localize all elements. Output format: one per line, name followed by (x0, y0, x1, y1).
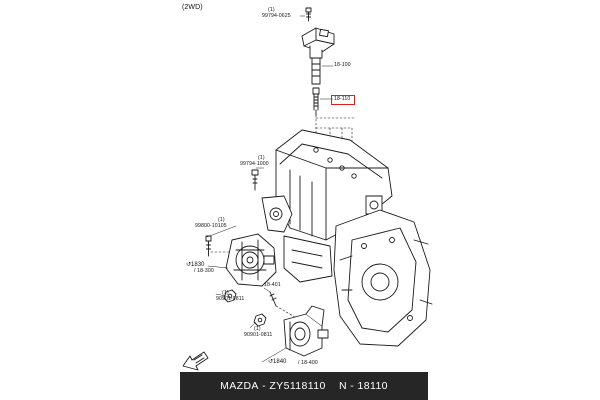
alternator-nut-qty: (1) (222, 290, 229, 296)
ignition-coil-icon (302, 28, 334, 84)
alternator-nut-part: 90901-0811 (216, 296, 245, 302)
spacer (326, 380, 339, 392)
alternator-icon (226, 234, 276, 286)
front-arrow-icon (183, 352, 208, 370)
brand-label: MAZDA (220, 380, 259, 392)
separator: - (258, 380, 270, 392)
ref-arrow-icon: ↺ (268, 359, 274, 365)
block-bolt-part: 99794-1000 (240, 161, 269, 167)
alternator-bolt-qty: (1) (218, 217, 225, 223)
alternator-bolt-icon (206, 236, 232, 256)
part-number-bar (180, 372, 428, 400)
starter-motor-icon (284, 306, 328, 356)
alternator-ref: ↺1830 (186, 262, 205, 268)
top-bolt-qty: (1) (268, 7, 275, 13)
coil-part: 18-100 (334, 62, 351, 68)
block-bolt-icon (252, 170, 258, 190)
starter-nut-qty: (1) (254, 326, 261, 332)
alternator-sub: / 18-300 (194, 268, 214, 274)
part-number: ZY5118110 (269, 380, 326, 392)
top-bolt-icon (306, 8, 311, 21)
starter-sub: / 18-400 (298, 360, 318, 366)
alternator-bolt-part: 99800-10105 (195, 223, 227, 229)
harness-bolt-icon (270, 292, 300, 320)
starter-ref: ↺1840 (268, 359, 287, 365)
ref-arrow-icon: ↺ (186, 262, 192, 268)
variant-label: (2WD) (182, 4, 203, 11)
starter-nut-icon (254, 314, 266, 326)
diagram-code: N - 18110 (338, 380, 388, 392)
transmission-icon (334, 210, 432, 346)
starter-nut-part: 90901-0811 (244, 332, 273, 338)
harness-part: 18-401 (264, 282, 281, 288)
plug-part[interactable]: 18-110 (334, 96, 351, 102)
spark-plug-icon (313, 88, 319, 115)
top-bolt-part: 99794-0625 (262, 13, 291, 19)
block-bolt-qty: (1) (258, 155, 265, 161)
